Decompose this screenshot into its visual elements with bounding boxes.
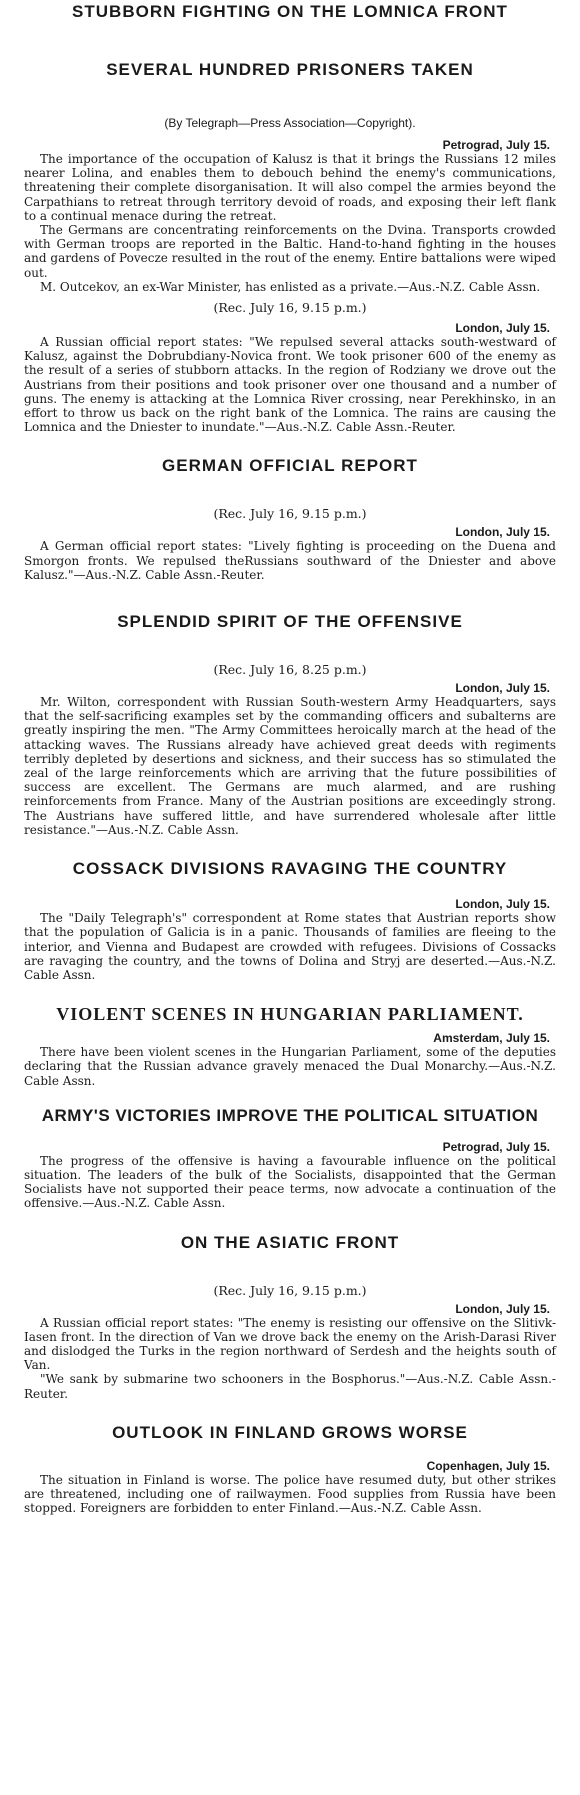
dateline: London, July 15.	[455, 321, 550, 336]
paragraph: The Germans are concentrating reinforcements on the Dvina. Transports crowded with German troops are reported in the Baltic. Hand-to-hand fighting in the houses and gardens of Povecze resulted in the rout of the enemy. Entire battalions were wiped out.	[24, 223, 556, 280]
paragraph: A German official report states: "Lively fighting is proceeding on the Duena and Smorgon fronts. We repulsed theRussians southward of the Dniester and above Kalusz."—Aus.-N.Z. Cable Assn.-Reuter.	[24, 539, 556, 582]
section-heading: ARMY'S VICTORIES IMPROVE THE POLITICAL SITUATION	[41, 1105, 539, 1125]
section-heading: ON THE ASIATIC FRONT	[180, 1232, 400, 1252]
page-title: STUBBORN FIGHTING ON THE LOMNICA FRONT	[72, 2, 508, 21]
received-line: (Rec. July 16, 9.15 p.m.)	[213, 506, 367, 522]
received-line: (Rec. July 16, 9.15 p.m.)	[213, 300, 367, 316]
article-petrograd-kalusz	[24, 138, 556, 294]
paragraph: There have been violent scenes in the Hungarian Parliament, some of the deputies declaring that the Russian advance gravely menaced the Dual Monarchy.—Aus.-N.Z. Cable Assn.	[24, 1045, 556, 1088]
dateline: Petrograd, July 15.	[442, 1139, 550, 1154]
article-russian-official-report	[24, 300, 556, 434]
dateline: London, July 15.	[455, 681, 550, 696]
dateline: London, July 15.	[455, 525, 550, 540]
section-heading: VIOLENT SCENES IN HUNGARIAN PARLIAMENT.	[56, 1004, 524, 1025]
section-heading: COSSACK DIVISIONS RAVAGING THE COUNTRY	[72, 859, 508, 879]
article-political-situation	[24, 1106, 556, 1211]
paragraph: A Russian official report states: "We repulsed several attacks south-westward of Kalusz, against the Dobrubdiany-Novica front. We took prisoner 600 of the enemy as the result of a series of stubborn attacks. In the region of Rodziany we drove out the Austrians from their positions and took prisoner over one thousand and a number of guns. The enemy is attacking at the Lomnica River crossing, near Perekhinsko, in an effort to throw us back on the right bank of the Lomnica. The rains are causing the Lomnica and the Dniester to inundate."—Aus.-N.Z. Cable Assn.-Reuter.	[24, 335, 556, 435]
dateline: London, July 15.	[455, 897, 550, 912]
received-line: (Rec. July 16, 9.15 p.m.)	[213, 1282, 367, 1298]
article-cossack-divisions	[24, 859, 556, 982]
paragraph: A Russian official report states: "The enemy is resisting our offensive on the Slitivk-Iasen front. In the direction of Van we drove back the enemy on the Arish-Darasi River and dislodged the Turks in the region northward of Serdesh and the heights south of Van.	[24, 1315, 556, 1373]
section-heading: SPLENDID SPIRIT OF THE OFFENSIVE	[117, 612, 463, 632]
section-heading: GERMAN OFFICIAL REPORT	[162, 456, 418, 476]
article-hungarian-parliament	[24, 1004, 556, 1088]
paragraph: M. Outcekov, an ex-War Minister, has enlisted as a private.—Aus.-N.Z. Cable Assn.	[40, 279, 541, 294]
page-subtitle: SEVERAL HUNDRED PRISONERS TAKEN	[106, 60, 474, 79]
article-finland-outlook	[24, 1423, 556, 1516]
article-splendid-spirit	[24, 612, 556, 837]
article-asiatic-front	[24, 1233, 556, 1401]
paragraph: The importance of the occupation of Kalusz is that it brings the Russians 12 miles nearer Lolina, and enables them to debouch behind the enemy's communications, threatening their complete disorganisation. It will also compel the armies beyond the Carpathians to retreat through territory devoid of roads, and exposing their left flank to a continual menace during the retreat.	[24, 152, 556, 223]
paragraph: Mr. Wilton, correspondent with Russian South-western Army Headquarters, says that the self-sacrificing examples set by the commanding officers and subalterns are greatly inspiring the men. "The Army Committees heroically march at the head of the attacking waves. The Russians already have achieved great deeds with regiments terribly depleted by desertions and sickness, and their success has so stimulated the zeal of the large reinforcements which are arriving that the future possibilities of success are excellent. The Germans are much alarmed, and are rushing reinforcements from France. Many of the Austrian positions are exceedingly strong. The Austrians have suffered little, and have surrendered wholesale after little resistance."—Aus.-N.Z. Cable Assn.	[24, 695, 556, 837]
dateline: Copenhagen, July 15.	[426, 1458, 550, 1473]
dateline: Amsterdam, July 15.	[433, 1031, 550, 1046]
press-credit: (By Telegraph—Press Association—Copyright).	[164, 116, 416, 130]
paragraph: The situation in Finland is worse. The police have resumed duty, but other strikes are threatened, including one of railwaymen. Food supplies from Russia have been stopped. Foreigners are forbidden to enter Finland.—Aus.-N.Z. Cable Assn.	[24, 1472, 556, 1516]
paragraph: "We sank by submarine two schooners in the Bosphorus."—Aus.-N.Z. Cable Assn.-Reuter.	[24, 1372, 556, 1401]
dateline: Petrograd, July 15.	[442, 138, 550, 152]
article-german-official-report	[24, 456, 556, 582]
received-line: (Rec. July 16, 8.25 p.m.)	[213, 662, 367, 678]
paragraph: The progress of the offensive is having a favourable influence on the political situation. The leaders of the bulk of the Socialists, disappointed that the German Socialists have not supported their peace terms, now advocate a continuation of the offensive.—Aus.-N.Z. Cable Assn.	[24, 1153, 556, 1211]
section-heading: OUTLOOK IN FINLAND GROWS WORSE	[112, 1422, 468, 1442]
paragraph: The "Daily Telegraph's" correspondent at Rome states that Austrian reports show that the population of Galicia is in a panic. Thousands of families are fleeing to the interior, and Vienna and Budapest are crowded with refugees. Divisions of Cossacks are ravaging the country, and the towns of Dolina and Stryj are deserted.—Aus.-N.Z. Cable Assn.	[24, 911, 556, 982]
dateline: London, July 15.	[455, 1301, 550, 1316]
